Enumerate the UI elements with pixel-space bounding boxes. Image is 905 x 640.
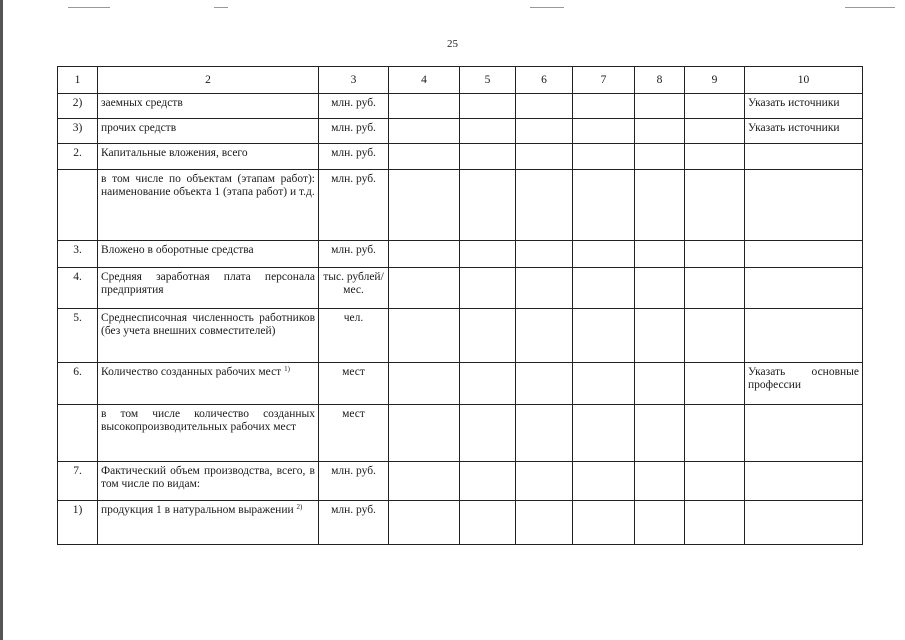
value-cell [573,268,635,309]
row-unit-cell: млн. руб. [319,94,389,119]
row-name-text: заемных средств [101,97,183,109]
row-note-cell [745,501,863,545]
value-cell [389,501,460,545]
value-cell [573,405,635,462]
value-cell [635,268,685,309]
row-note-cell [745,309,863,363]
value-cell [460,170,516,241]
row-name-text: Количество созданных рабочих мест [101,366,282,378]
row-name-text: продукция 1 в натуральном выражении [101,504,294,516]
value-cell [460,363,516,405]
row-name-text: Капитальные вложения, всего [101,147,248,159]
value-cell [516,363,573,405]
value-cell [685,241,745,268]
header-cell: 9 [685,67,745,94]
value-cell [635,119,685,144]
row-number-cell [58,405,98,462]
row-unit-cell: млн. руб. [319,170,389,241]
row-unit-cell: млн. руб. [319,501,389,545]
row-name-cell [98,94,319,119]
header-cell: 5 [460,67,516,94]
header-cell: 4 [389,67,460,94]
row-name-text: в том числе по объектам (этапам работ): наименование объекта 1 (этапа работ) и т.д. [101,173,315,198]
header-cell: 3 [319,67,389,94]
row-number-cell [58,170,98,241]
value-cell [460,501,516,545]
value-cell [460,241,516,268]
row-name-text: в том числе количество созданных высокопроизводительных рабочих мест [101,408,315,433]
scan-mark [530,7,564,8]
row-name-text: Фактический объем производства, всего, в том числе по видам: [101,465,315,490]
row-unit-cell: млн. руб. [319,241,389,268]
header-cell: 2 [98,67,319,94]
row-note-cell: Указать источники [745,94,863,119]
header-cell: 6 [516,67,573,94]
value-cell [389,268,460,309]
row-unit-cell: млн. руб. [319,144,389,170]
row-name-text: Вложено в оборотные средства [101,244,254,256]
value-cell [389,363,460,405]
row-note-cell [745,144,863,170]
value-cell [389,119,460,144]
row-name-cell [98,501,319,545]
row-name-cell [98,268,319,309]
scan-mark [68,7,110,8]
row-note-cell [745,241,863,268]
value-cell [573,241,635,268]
value-cell [516,170,573,241]
table-row [58,241,863,268]
value-cell [685,501,745,545]
table-row [58,268,863,309]
row-number-cell: 4. [58,268,98,309]
value-cell [685,462,745,501]
value-cell [573,309,635,363]
value-cell [685,309,745,363]
row-name-cell [98,405,319,462]
page-number: 25 [447,38,458,50]
header-cell: 7 [573,67,635,94]
header-row [58,67,863,94]
row-note-cell [745,462,863,501]
row-name-cell [98,309,319,363]
value-cell [516,405,573,462]
table-row [58,170,863,241]
value-cell [460,405,516,462]
value-cell [685,363,745,405]
row-note-cell [745,405,863,462]
page-left-edge [0,0,3,640]
row-number-cell: 5. [58,309,98,363]
header-cell: 1 [58,67,98,94]
table-row [58,405,863,462]
value-cell [685,170,745,241]
scan-mark [214,7,228,8]
value-cell [635,363,685,405]
row-unit-cell: мест [319,405,389,462]
value-cell [516,94,573,119]
value-cell [460,119,516,144]
footnote-marker: 2) [296,503,303,511]
value-cell [635,405,685,462]
row-number-cell: 2) [58,94,98,119]
row-unit-cell: мест [319,363,389,405]
row-unit-cell: млн. руб. [319,119,389,144]
row-number-cell: 6. [58,363,98,405]
table-body [58,67,863,545]
row-name-cell [98,144,319,170]
row-note-cell [745,170,863,241]
value-cell [389,94,460,119]
value-cell [685,268,745,309]
row-note-cell: Указать основные профессии [745,363,863,405]
table-row [58,119,863,144]
value-cell [635,170,685,241]
value-cell [573,462,635,501]
table-row [58,462,863,501]
row-note-cell: Указать источники [745,119,863,144]
row-number-cell: 7. [58,462,98,501]
value-cell [635,94,685,119]
value-cell [573,144,635,170]
row-name-text: Средняя заработная плата персонала предприятия [101,271,315,296]
value-cell [516,268,573,309]
value-cell [573,119,635,144]
row-name-cell [98,462,319,501]
value-cell [389,309,460,363]
table-row [58,144,863,170]
value-cell [460,309,516,363]
value-cell [516,462,573,501]
value-cell [516,241,573,268]
value-cell [389,462,460,501]
row-name-cell [98,119,319,144]
value-cell [460,462,516,501]
value-cell [389,170,460,241]
value-cell [685,144,745,170]
row-unit-cell: млн. руб. [319,462,389,501]
value-cell [635,144,685,170]
row-name-cell [98,170,319,241]
row-unit-cell: чел. [319,309,389,363]
row-number-cell: 3. [58,241,98,268]
value-cell [573,501,635,545]
table-row [58,501,863,545]
value-cell [460,94,516,119]
value-cell [460,268,516,309]
value-cell [573,363,635,405]
value-cell [389,405,460,462]
row-note-cell [745,268,863,309]
value-cell [635,309,685,363]
value-cell [516,144,573,170]
value-cell [460,144,516,170]
row-name-cell [98,241,319,268]
header-cell: 10 [745,67,863,94]
value-cell [635,501,685,545]
value-cell [685,94,745,119]
value-cell [573,170,635,241]
row-name-text: прочих средств [101,122,177,134]
form-table [57,66,863,545]
value-cell [516,501,573,545]
table-row [58,363,863,405]
row-name-text: Среднесписочная численность работников (без учета внешних совместителей) [101,312,315,337]
row-unit-cell: тыс. рублей/мес. [319,268,389,309]
row-number-cell: 1) [58,501,98,545]
value-cell [635,462,685,501]
scan-mark [845,7,895,8]
value-cell [635,241,685,268]
row-number-cell: 3) [58,119,98,144]
value-cell [573,94,635,119]
value-cell [685,119,745,144]
footnote-marker: 1) [284,365,290,373]
row-name-cell [98,363,319,405]
table-row [58,309,863,363]
value-cell [516,119,573,144]
value-cell [516,309,573,363]
value-cell [389,241,460,268]
table-row [58,94,863,119]
value-cell [389,144,460,170]
header-cell: 8 [635,67,685,94]
value-cell [685,405,745,462]
row-number-cell: 2. [58,144,98,170]
